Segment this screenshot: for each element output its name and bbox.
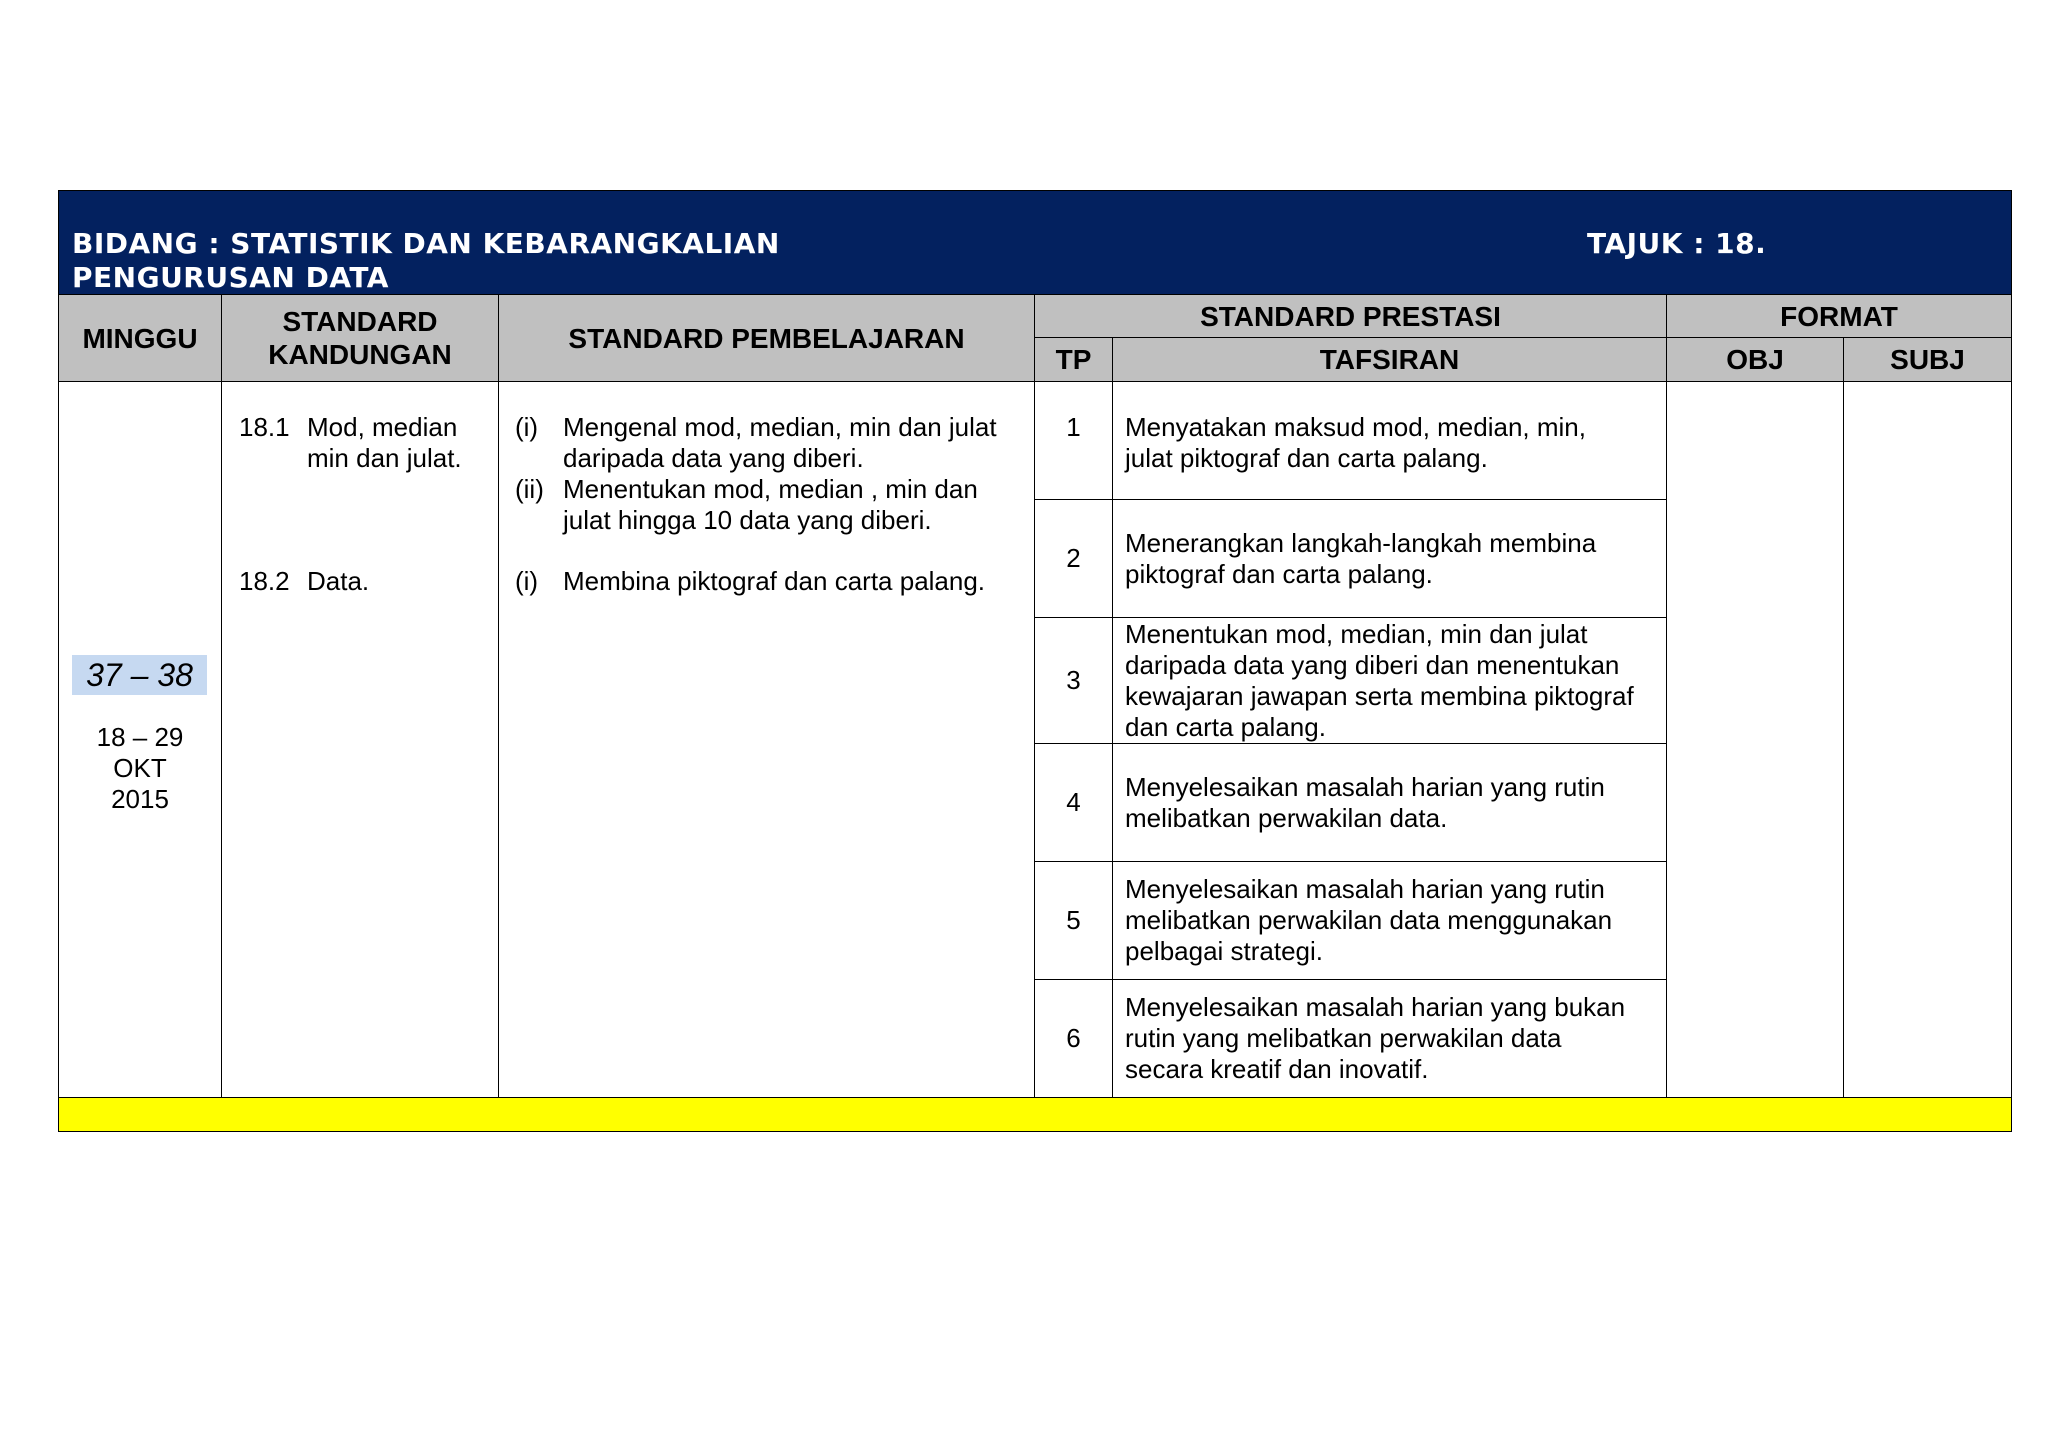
tafsiran-line: melibatkan perwakilan data. bbox=[1125, 802, 1448, 833]
tp-number: 6 bbox=[1035, 980, 1113, 1098]
tp-number: 2 bbox=[1035, 500, 1113, 618]
kandungan-text: min dan julat. bbox=[307, 443, 462, 473]
tp-number: 1 bbox=[1035, 382, 1113, 500]
tp-number: 5 bbox=[1035, 862, 1113, 980]
title-banner bbox=[59, 191, 2012, 295]
kandungan-number: 18.2 bbox=[239, 566, 290, 596]
subj-header: SUBJ bbox=[1844, 338, 2012, 382]
subj-cell bbox=[1844, 382, 2012, 1098]
kandungan-item bbox=[239, 566, 369, 597]
tafsiran-line: daripada data yang diberi dan menentukan bbox=[1125, 649, 1620, 680]
kandungan-text: Mod, median bbox=[307, 412, 458, 442]
tafsiran-line: dan carta palang. bbox=[1125, 711, 1326, 742]
tafsiran-cell bbox=[1113, 862, 1667, 980]
prestasi-row bbox=[59, 382, 2012, 500]
pembelajaran-text: Membina piktograf dan carta palang. bbox=[563, 566, 986, 596]
standard-kandungan-header-line2: KANDUNGAN bbox=[268, 339, 452, 370]
pembelajaran-item bbox=[515, 474, 978, 536]
tafsiran-cell bbox=[1113, 744, 1667, 862]
pembelajaran-item bbox=[515, 566, 985, 597]
pembelajaran-text: Mengenal mod, median, min dan julat bbox=[563, 412, 997, 442]
tafsiran-line: Menyelesaikan masalah harian yang bukan bbox=[1125, 992, 1626, 1022]
date-range bbox=[59, 722, 221, 815]
footer-row bbox=[59, 1098, 2012, 1132]
tafsiran-line: piktograf dan carta palang. bbox=[1125, 558, 1433, 589]
tafsiran-line: Menyelesaikan masalah harian yang rutin bbox=[1125, 874, 1605, 904]
pembelajaran-number: (i) bbox=[515, 566, 539, 596]
pembelajaran-text: julat hingga 10 data yang diberi. bbox=[563, 505, 932, 535]
tafsiran-line: pelbagai strategi. bbox=[1125, 936, 1324, 966]
standard-pembelajaran-header: STANDARD PEMBELAJARAN bbox=[499, 295, 1035, 382]
tafsiran-header: TAFSIRAN bbox=[1113, 338, 1667, 382]
minggu-header: MINGGU bbox=[59, 295, 222, 382]
tp-header: TP bbox=[1035, 338, 1113, 382]
date-line: 18 – 29 bbox=[96, 722, 184, 752]
standard-kandungan-header bbox=[222, 295, 499, 382]
tafsiran-cell bbox=[1113, 980, 1667, 1098]
tafsiran-line: Menerangkan langkah-langkah membina bbox=[1125, 527, 1597, 558]
kandungan-text: Data. bbox=[307, 566, 370, 596]
standard-pembelajaran-cell bbox=[499, 382, 1035, 1098]
pembelajaran-text: daripada data yang diberi. bbox=[563, 443, 864, 473]
topic-title: PENGURUSAN DATA bbox=[72, 261, 389, 294]
tajuk-title: TAJUK : 18. bbox=[1587, 227, 1767, 260]
tp-number: 3 bbox=[1035, 618, 1113, 744]
tafsiran-line: kewajaran jawapan serta membina piktograf bbox=[1125, 680, 1634, 711]
yellow-footer-band bbox=[59, 1098, 2012, 1132]
tp-number: 4 bbox=[1035, 744, 1113, 862]
kandungan-number: 18.1 bbox=[239, 412, 290, 442]
obj-header: OBJ bbox=[1667, 338, 1844, 382]
obj-cell bbox=[1667, 382, 1844, 1098]
format-header: FORMAT bbox=[1667, 295, 2012, 338]
tafsiran-line: julat piktograf dan carta palang. bbox=[1125, 443, 1488, 473]
pembelajaran-item bbox=[515, 412, 997, 474]
tafsiran-cell bbox=[1113, 382, 1667, 500]
standard-kandungan-header-line1: STANDARD bbox=[282, 306, 438, 337]
pembelajaran-number: (ii) bbox=[515, 474, 544, 504]
date-line: OKT bbox=[113, 753, 167, 783]
date-line: 2015 bbox=[111, 784, 169, 814]
pembelajaran-text: Menentukan mod, median , min dan bbox=[563, 474, 978, 504]
kandungan-item bbox=[239, 412, 462, 474]
rpt-table bbox=[58, 190, 2012, 1132]
tafsiran-line: Menyelesaikan masalah harian yang rutin bbox=[1125, 771, 1605, 802]
tafsiran-cell bbox=[1113, 618, 1667, 744]
week-range-badge: 37 – 38 bbox=[72, 655, 207, 695]
tafsiran-line: melibatkan perwakilan data menggunakan bbox=[1125, 905, 1613, 935]
pembelajaran-number: (i) bbox=[515, 412, 539, 442]
header-row-1 bbox=[59, 295, 2012, 338]
standard-kandungan-cell bbox=[222, 382, 499, 1098]
tafsiran-line: Menentukan mod, median, min dan julat bbox=[1125, 618, 1588, 649]
tafsiran-line: rutin yang melibatkan perwakilan data bbox=[1125, 1023, 1562, 1053]
standard-prestasi-header: STANDARD PRESTASI bbox=[1035, 295, 1667, 338]
minggu-cell bbox=[59, 382, 222, 1098]
banner-row bbox=[59, 191, 2012, 295]
tafsiran-cell bbox=[1113, 500, 1667, 618]
tafsiran-line: secara kreatif dan inovatif. bbox=[1125, 1054, 1429, 1084]
tafsiran-line: Menyatakan maksud mod, median, min, bbox=[1125, 412, 1586, 442]
bidang-title: BIDANG : STATISTIK DAN KEBARANGKALIAN bbox=[72, 227, 780, 260]
